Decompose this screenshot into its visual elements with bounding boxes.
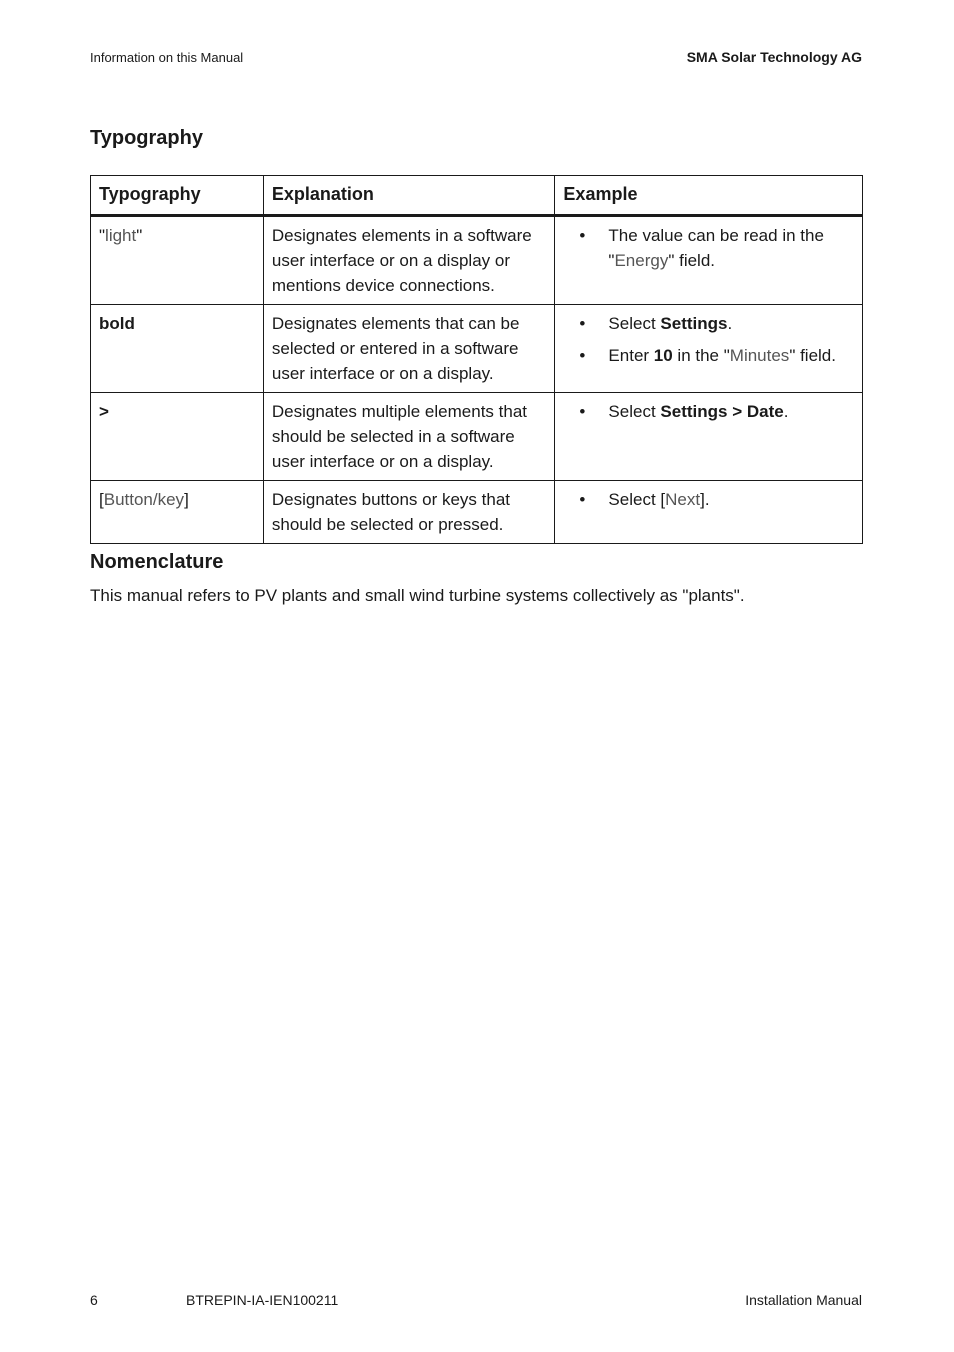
- example-item: [563, 487, 854, 512]
- running-header-section: Information on this Manual: [90, 50, 244, 65]
- table-row: [91, 216, 863, 305]
- example-item: [563, 399, 854, 424]
- typography-cell: [91, 393, 264, 481]
- explanation-cell: Designates buttons or keys that should be selected or pressed.: [263, 481, 555, 544]
- table-row: [91, 393, 863, 481]
- text-run: in the ": [672, 346, 730, 365]
- text-run: ]: [184, 490, 189, 509]
- text-run: " field.: [789, 346, 836, 365]
- light-text: Energy: [614, 251, 669, 270]
- typography-heading: Typography: [90, 127, 203, 149]
- bullet-icon: •: [579, 314, 586, 333]
- bold-text: 10: [653, 346, 673, 365]
- bold-text: bold: [99, 314, 135, 333]
- table-header-row: [91, 176, 863, 216]
- example-list: [563, 223, 854, 273]
- text-run: Select [: [608, 490, 666, 509]
- nomenclature-heading: Nomenclature: [90, 551, 224, 573]
- text-run: [: [99, 490, 104, 509]
- text-run: The value can be read in the ": [608, 226, 824, 270]
- bullet-icon: •: [579, 490, 586, 509]
- page-number: 6: [90, 1292, 98, 1308]
- text-run: ].: [700, 490, 710, 509]
- nomenclature-paragraph: This manual refers to PV plants and small wind turbine systems collectively as "plants".: [90, 586, 745, 605]
- text-run: " field.: [668, 251, 716, 270]
- example-list: [563, 399, 854, 424]
- text-run: .: [783, 402, 789, 421]
- bullet-icon: •: [579, 402, 586, 421]
- document-type: Installation Manual: [745, 1292, 862, 1308]
- typography-table: [90, 175, 863, 544]
- text-run: Select: [608, 402, 661, 421]
- text-run: Enter: [608, 346, 654, 365]
- bullet-icon: •: [579, 226, 586, 245]
- table-row: [91, 305, 863, 393]
- bold-text: Settings > Date: [660, 402, 784, 421]
- explanation-cell: Designates elements that can be selected or entered in a software user interface or on a display.: [263, 305, 555, 393]
- example-list: [563, 487, 854, 512]
- typography-cell: [91, 216, 264, 305]
- typography-cell: [91, 305, 264, 393]
- example-cell: [555, 305, 863, 393]
- example-list: [563, 311, 854, 368]
- table-row: [91, 481, 863, 544]
- example-item: [563, 343, 854, 368]
- example-item: [563, 311, 854, 336]
- example-item: [563, 223, 854, 273]
- light-text: light: [105, 226, 137, 245]
- bold-text: >: [99, 402, 109, 421]
- bold-text: Settings: [660, 314, 728, 333]
- text-run: ": [99, 226, 106, 245]
- example-cell: [555, 481, 863, 544]
- light-text: Minutes: [729, 346, 790, 365]
- light-text: Button/key: [103, 490, 185, 509]
- column-header-example: Example: [555, 176, 863, 216]
- running-header-company: SMA Solar Technology AG: [686, 49, 862, 65]
- light-text: Next: [665, 490, 701, 509]
- typography-table-body: [91, 216, 863, 544]
- explanation-cell: Designates elements in a software user interface or on a display or mentions device connections.: [263, 216, 555, 305]
- text-run: ": [136, 226, 143, 245]
- text-run: .: [727, 314, 733, 333]
- column-header-explanation: Explanation: [263, 176, 555, 216]
- example-cell: [555, 393, 863, 481]
- document-code: BTREPIN-IA-IEN100211: [186, 1292, 339, 1308]
- bullet-icon: •: [579, 346, 586, 365]
- column-header-typography: Typography: [91, 176, 264, 216]
- typography-cell: [91, 481, 264, 544]
- example-cell: [555, 216, 863, 305]
- text-run: Select: [608, 314, 661, 333]
- explanation-cell: Designates multiple elements that should be selected in a software user interface or on a display.: [263, 393, 555, 481]
